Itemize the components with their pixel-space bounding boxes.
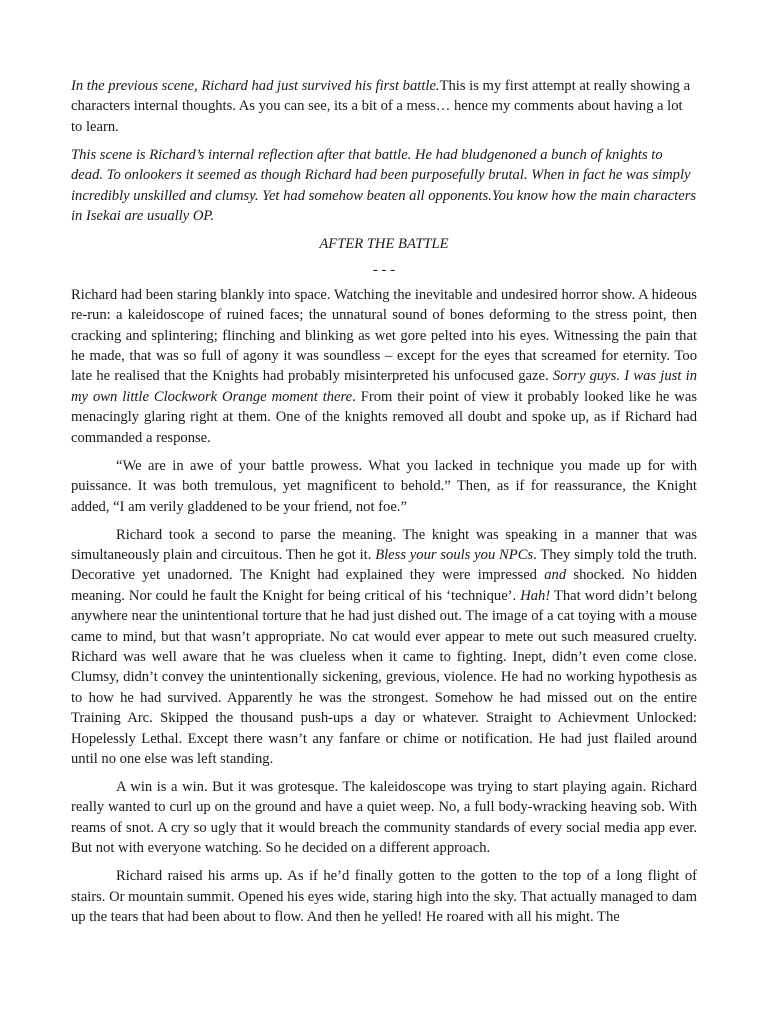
story-p3-text-c: shocked. No hidden meaning. Nor could he fault the Knight for being critical of his ‘technique’. <box>71 567 697 604</box>
story-p1-text-b: . From their point of view it probably looked like he was menacingly glaring right at them. One of the knights removed all doubt and spoke up, as if Richard had commanded a response. <box>71 388 698 446</box>
intro-note-text: This is my first attempt at really showing a characters internal thoughts. As you can see, its a bit of a mess… hence my comments about having a lot to learn. <box>71 78 691 135</box>
story-p3-text-b: . They simply told the truth. Decorative yet unadorned. The Knight had explained they were impressed <box>71 546 698 584</box>
intro-summary-text: This scene is Richard’s internal reflection after that battle. He had bludgenoned a bunch of knights to dead. To onlookers it seemed as though Richard had been purposefully brutal. When in fact he was simply incredibly unskilled and clumsy. Yet had somehow beaten all opponents.You know how the main characters in Isekai are usually OP. <box>71 146 697 225</box>
story-p3-text-d: That word didn’t belong anywhere near the unintentional torture that he had just dished out. The image of a cat toying with a mouse came to mind, but that wasn’t appropriate. No cat would ever appear to mete out such measured cruelty. Richard was well aware that he was clueless when it came to fighting. Inept, didn’t even come close. Clumsy, didn’t convey the unintentionally sickening, grevious, violence. He had no working hypothesis as to how he had survived. Apparently he was the strongest. Somehow he had missed out on the entire Training Arc. Skipped the thousand push-ups a day or whatever. Straight to Achievment Unlocked: Hopelessly Lethal. Except there wasn’t any fanfare or chime or notification. He had just flailed around until no one else was left standing. <box>71 587 697 767</box>
story-paragraph-1 <box>71 285 697 448</box>
chapter-title-text: AFTER THE BATTLE <box>319 236 449 253</box>
story-paragraph-5: Richard raised his arms up. As if he’d finally gotten to the gotten to the top of a long flight of stairs. Or mountain summit. Opened his eyes wide, staring high into the sky. That actually managed to dam up the tears that had been about to flow. And then he yelled! He roared with all his might. The <box>71 868 697 925</box>
story-paragraph-3 <box>71 525 697 770</box>
story-p1-italic: Sorry guys. I was just in my own little Clockwork Orange moment there <box>71 368 697 405</box>
story-p3-italic-3: Hah! <box>520 587 551 604</box>
story-p3-text-a: Richard took a second to parse the meaning. The knight was speaking in a manner that was simultaneously plain and circuitous. Then he got it. <box>71 526 697 563</box>
intro-summary-paragraph <box>71 145 697 227</box>
intro-italic-lead: In the previous scene, Richard had just survived his first battle. <box>71 78 440 94</box>
story-p3-italic-1: Bless your souls you NPCs <box>375 546 534 563</box>
section-separator: - - - <box>373 262 395 279</box>
story-p3-italic-2: and <box>544 567 567 584</box>
story-p1-text-a: Richard had been staring blankly into space. Watching the inevitable and undesired horror show. A hideous re-run: a kaleidoscope of ruined faces; the unnatural sound of bones deforming to the stress point, then cracking and splintering; flinching and blinking as wet gore pelted into his eyes. Witnessing the pain that he made, that was so full of agony it was soundless – except for the eyes that screamed for eternity. Too late he realised that the Knights had probably misinterpreted his unfocused gaze. <box>71 286 697 385</box>
document-page <box>71 76 697 935</box>
chapter-title <box>71 234 697 254</box>
story-paragraph-4: A win is a win. But it was grotesque. The kaleidoscope was trying to start playing again. Richard really wanted to curl up on the ground and have a quiet weep. No, a full body-wracking heaving sob. With reams of snot. A cry so ugly that it would breach the community standards of every social media app ever. But not with everyone watching. So he decided on a different approach. <box>71 778 697 857</box>
intro-note-paragraph <box>71 76 697 137</box>
story-paragraph-2: “We are in awe of your battle prowess. What you lacked in technique you made up for with puissance. It was both tremulous, yet magnificent to behold.” Then, as if for reassurance, the Knight added, “I am verily gladdened to be your friend, not foe.” <box>71 457 697 515</box>
